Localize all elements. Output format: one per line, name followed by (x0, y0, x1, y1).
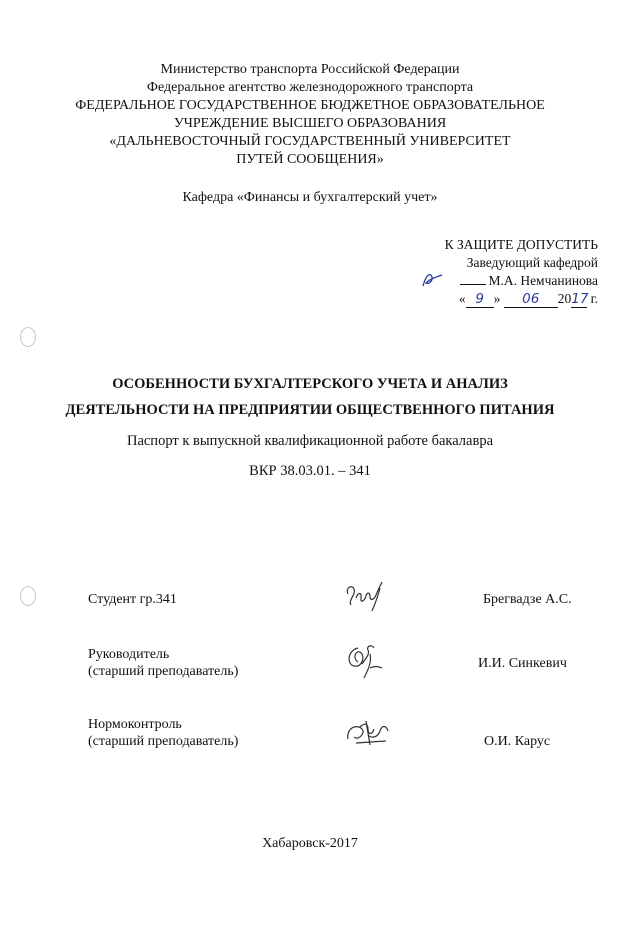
institution-line-1: ФЕДЕРАЛЬНОЕ ГОСУДАРСТВЕННОЕ БЮДЖЕТНОЕ ОБРАЗОВАТЕЛЬНОЕ (75, 98, 545, 113)
approval-month: 06 (522, 291, 540, 307)
student-signature (342, 578, 394, 614)
approval-year-suffix: 17 (571, 291, 589, 307)
approval-head-name (460, 273, 598, 289)
institution-line-3: «ДАЛЬНЕВОСТОЧНЫЙ ГОСУДАРСТВЕННЫЙ УНИВЕРСИТЕТ (109, 134, 511, 149)
supervisor-role: (старший преподаватель) (88, 664, 239, 679)
approval-title: К ЗАЩИТЕ ДОПУСТИТЬ (444, 237, 598, 252)
normcontrol-signature (342, 715, 394, 749)
thesis-title-line-1: ОСОБЕННОСТИ БУХГАЛТЕРСКОГО УЧЕТА И АНАЛИЗ (112, 376, 508, 392)
thesis-subtitle: Паспорт к выпускной квалификационной работе бакалавра (126, 433, 494, 449)
punch-hole-mark (20, 586, 36, 606)
department-line: Кафедра «Финансы и бухгалтерский учет» (182, 190, 438, 205)
normcontrol-name: О.И. Карус (484, 734, 551, 749)
head-name: М.А. Немчанинова (488, 273, 598, 288)
ministry-line: Министерство транспорта Российской Федерации (160, 62, 460, 77)
approval-day: 9 (475, 291, 484, 307)
thesis-title-line-2: ДЕЯТЕЛЬНОСТИ НА ПРЕДПРИЯТИИ ОБЩЕСТВЕННОГО ПИТАНИЯ (65, 402, 555, 418)
supervisor-signature (340, 640, 390, 682)
approval-date: « 9 » 06 2017 г. (458, 291, 598, 307)
student-label: Студент гр.341 (88, 592, 177, 607)
agency-line: Федеральное агентство железнодорожного транспорта (146, 80, 474, 95)
institution-line-4: ПУТЕЙ СООБЩЕНИЯ» (236, 152, 384, 167)
institution-line-2: УЧРЕЖДЕНИЕ ВЫСШЕГО ОБРАЗОВАНИЯ (173, 116, 447, 131)
thesis-code: ВКР 38.03.01. – 341 (249, 463, 371, 479)
normcontrol-label: Нормоконтроль (88, 717, 182, 732)
city-year: Хабаровск-2017 (262, 836, 358, 851)
approval-year-unit: г. (587, 291, 598, 306)
normcontrol-role: (старший преподаватель) (88, 734, 239, 749)
approval-role: Заведующий кафедрой (466, 255, 598, 270)
supervisor-label: Руководитель (88, 647, 170, 662)
punch-hole-mark (20, 327, 36, 347)
approval-year-prefix: 20 (557, 291, 572, 306)
student-name: Брегвадзе А.С. (483, 592, 572, 607)
head-signature (420, 269, 446, 291)
supervisor-name: И.И. Синкевич (478, 656, 567, 671)
